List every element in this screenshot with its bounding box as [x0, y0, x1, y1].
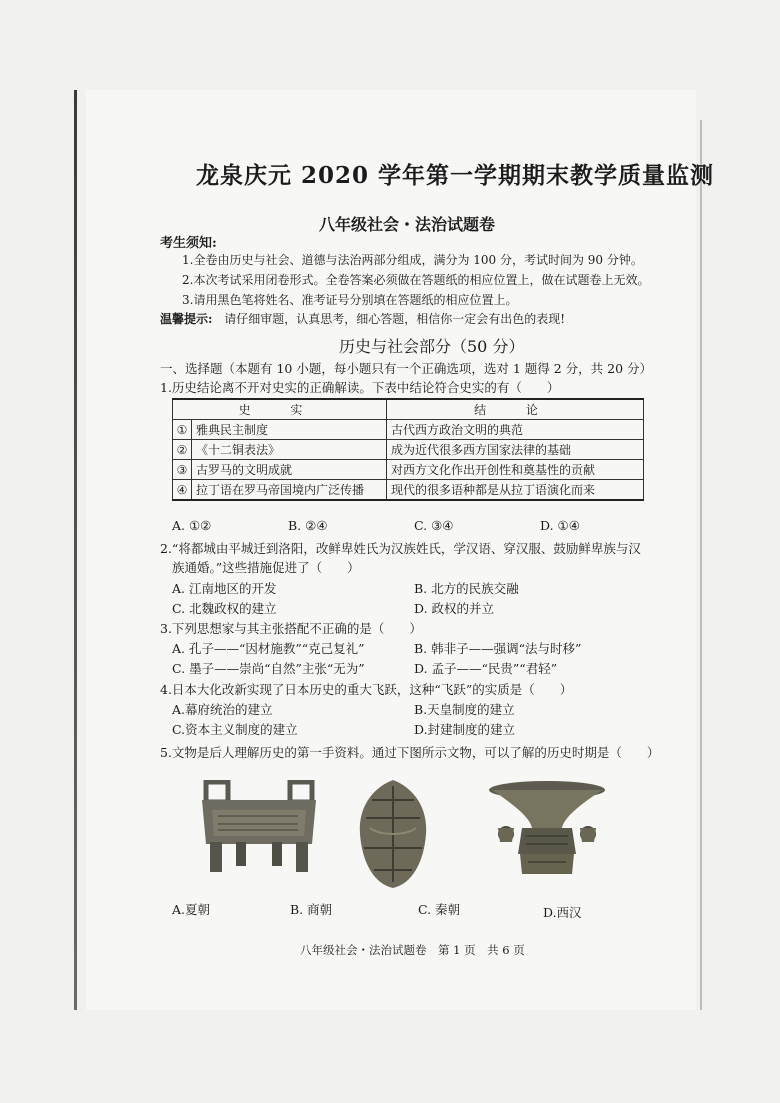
- q5-stem: 5.文物是后人理解历史的第一手资料。通过下图所示文物，可以了解的历史时期是（ ）: [160, 745, 660, 760]
- q5-option-b: B. 商朝: [290, 902, 333, 917]
- q2-option-a: A. 江南地区的开发: [172, 581, 277, 596]
- notice-item-3: 3.请用黑色笔将姓名、准考证号分别填在答题纸的相应位置上。: [182, 293, 518, 307]
- part-one-heading: 一、选择题（本题有 10 小题，每小题只有一个正确选项，选对 1 题得 2 分，共 20 分）: [160, 361, 653, 376]
- q3-option-b: B. 韩非子——强调“法与时移”: [414, 641, 582, 656]
- row-fact: 古罗马的文明成就: [192, 460, 387, 480]
- exam-subtitle: 八年级社会・法治试题卷: [319, 215, 496, 234]
- q4-option-b: B.天皇制度的建立: [414, 702, 515, 717]
- q2-option-c: C. 北魏政权的建立: [172, 601, 277, 616]
- q1-option-c: C. ③④: [414, 518, 454, 533]
- q5-option-d: D.西汉: [543, 905, 582, 920]
- page-shadow-right: [700, 120, 702, 1010]
- page-shadow-left: [74, 90, 77, 1010]
- row-fact: 雅典民主制度: [192, 420, 387, 440]
- row-conclusion: 现代的很多语种都是从拉丁语演化而来: [387, 480, 644, 501]
- q2-stem-line2: 族通婚。”这些措施促进了（ ）: [172, 560, 360, 575]
- row-conclusion: 古代西方政治文明的典范: [387, 420, 644, 440]
- q4-option-c: C.资本主义制度的建立: [172, 722, 298, 737]
- table-row: [173, 480, 644, 501]
- q3-stem: 3.下列思想家与其主张搭配不正确的是（ ）: [160, 621, 422, 636]
- table-header-row: [173, 399, 644, 420]
- q1-table: [172, 398, 644, 501]
- q2-option-d: D. 政权的并立: [414, 601, 495, 616]
- table-row: [173, 440, 644, 460]
- table-header-fact: 史 实: [173, 399, 387, 420]
- q2-option-b: B. 北方的民族交融: [414, 581, 519, 596]
- q3-option-c: C. 墨子——崇尚“自然”主张“无为”: [172, 661, 365, 676]
- notice-tip: [160, 310, 565, 327]
- q1-stem: 1.历史结论离不开对史实的正确解读。下表中结论符合史实的有（ ）: [160, 380, 560, 395]
- q1-option-a: A. ①②: [172, 518, 212, 533]
- row-number: ②: [173, 440, 192, 460]
- q5-option-c: C. 秦朝: [418, 902, 461, 917]
- table-row: [173, 420, 644, 440]
- row-number: ①: [173, 420, 192, 440]
- q3-option-d: D. 孟子——“民贵”“君轻”: [414, 661, 558, 676]
- oracle-shell-image: [356, 778, 430, 890]
- tip-text: 请仔细审题，认真思考，细心答题，相信你一定会有出色的表现!: [224, 312, 566, 326]
- q2-stem-line1: 2.“将都城由平城迁到洛阳，改鲜卑姓氏为汉族姓氏，学汉语、穿汉服、鼓励鲜卑族与汉: [160, 541, 641, 556]
- table-row: [173, 460, 644, 480]
- q4-stem: 4.日本大化改新实现了日本历史的重大飞跃，这种“飞跃”的实质是（ ）: [160, 682, 573, 697]
- bronze-zun-image: [486, 778, 608, 878]
- bronze-ding-image: [198, 780, 320, 876]
- row-fact: 拉丁语在罗马帝国境内广泛传播: [192, 480, 387, 501]
- q4-option-d: D.封建制度的建立: [414, 722, 516, 737]
- notice-item-2: 2.本次考试采用闭卷形式。全卷答案必须做在答题纸的相应位置上，做在试题卷上无效。: [182, 273, 650, 287]
- q5-option-a: A.夏朝: [172, 902, 211, 917]
- exam-title: 龙泉庆元 2020 学年第一学期期末教学质量监测: [196, 162, 715, 189]
- row-fact: 《十二铜表法》: [192, 440, 387, 460]
- tip-label: 温馨提示:: [160, 312, 213, 326]
- q1-option-d: D. ①④: [540, 518, 580, 533]
- page-footer: 八年级社会・法治试题卷 第 1 页 共 6 页: [300, 943, 525, 957]
- table-header-conclusion: 结 论: [387, 399, 644, 420]
- row-number: ④: [173, 480, 192, 501]
- q4-option-a: A.幕府统治的建立: [172, 702, 273, 717]
- row-number: ③: [173, 460, 192, 480]
- notice-item-1: 1.全卷由历史与社会、道德与法治两部分组成，满分为 100 分，考试时间为 90 分钟。: [182, 253, 643, 267]
- row-conclusion: 成为近代很多西方国家法律的基础: [387, 440, 644, 460]
- row-conclusion: 对西方文化作出开创性和奠基性的贡献: [387, 460, 644, 480]
- section-title: 历史与社会部分（50 分）: [339, 337, 525, 356]
- q3-option-a: A. 孔子——“因材施教”“克己复礼”: [172, 641, 365, 656]
- q1-option-b: B. ②④: [288, 518, 328, 533]
- notice-heading: 考生须知:: [160, 236, 217, 251]
